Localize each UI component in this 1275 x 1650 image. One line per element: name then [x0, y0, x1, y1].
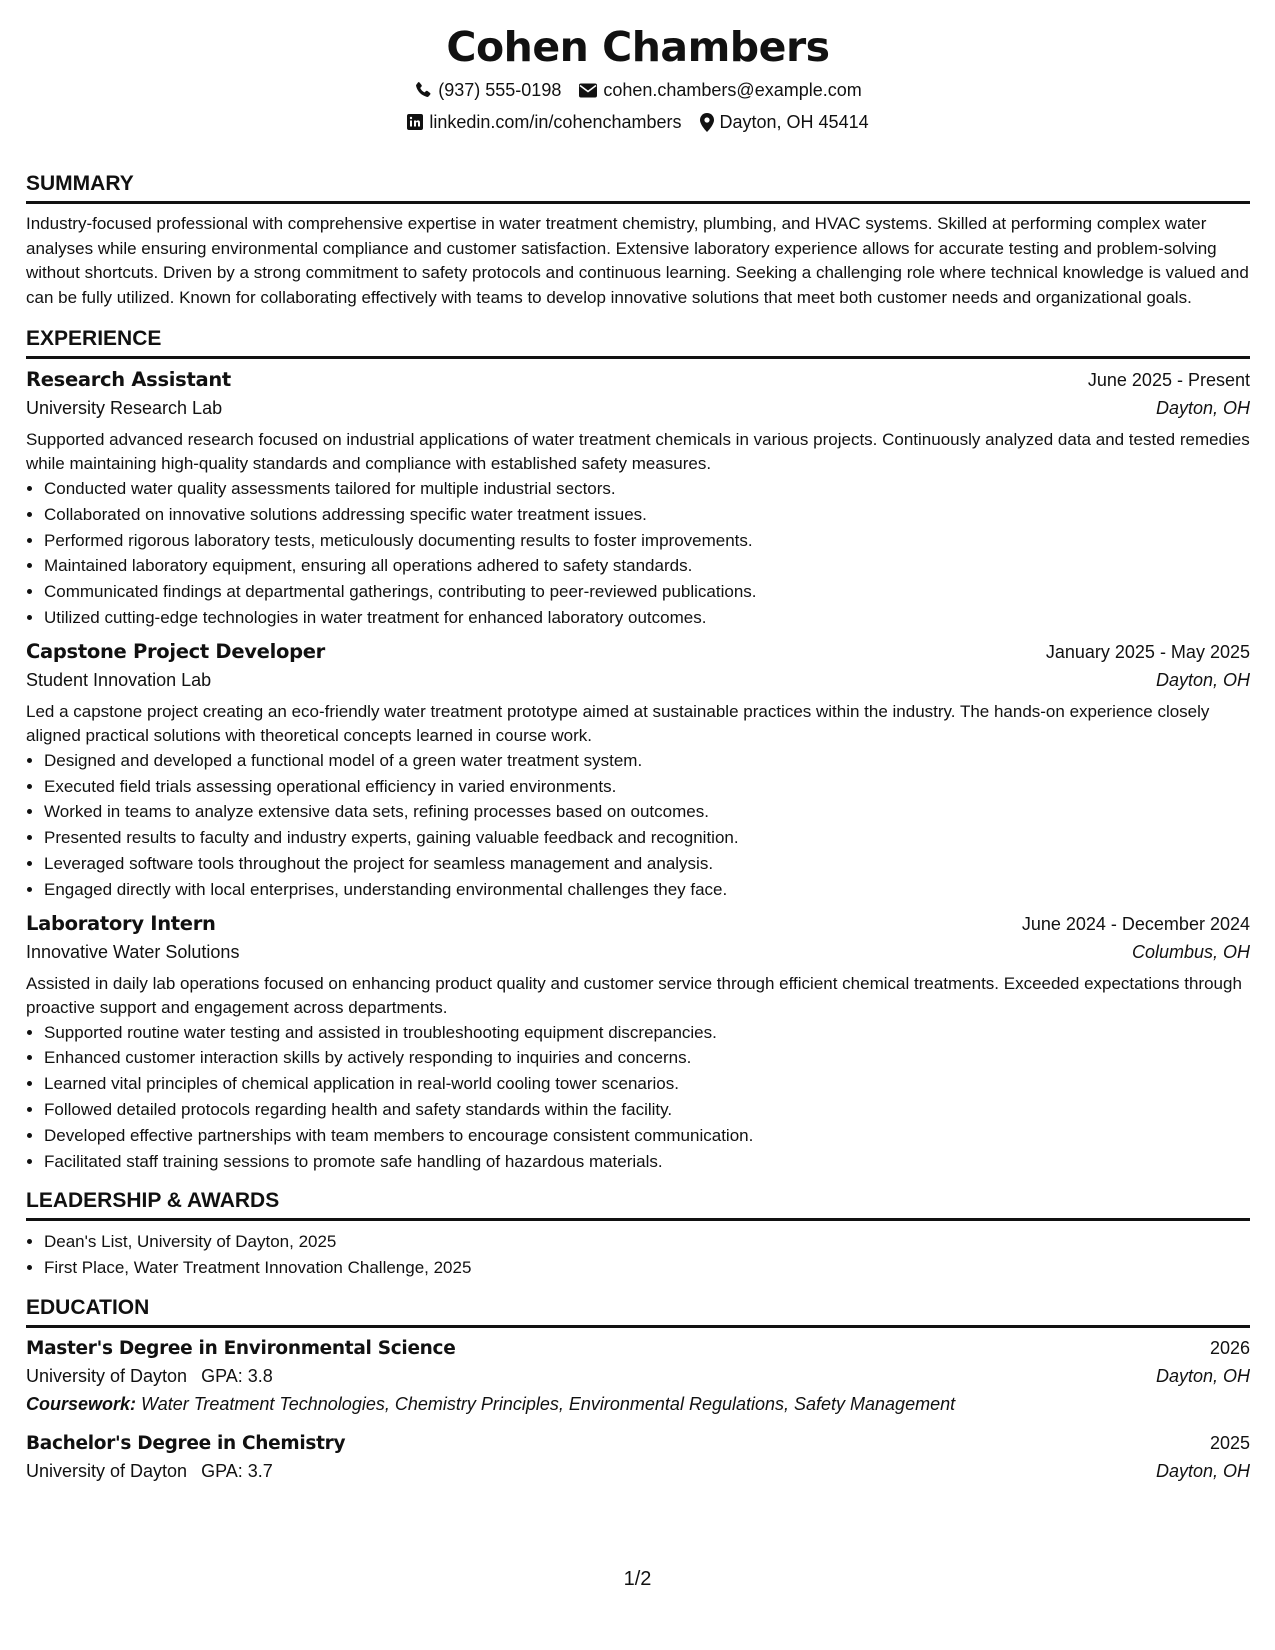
- list-item: • Presented results to faculty and industry experts, gaining valuable feedback and recognition.: [44, 825, 1250, 851]
- linkedin-link[interactable]: linkedin.com/in/cohenchambers: [429, 112, 682, 132]
- list-item: • Facilitated staff training sessions to promote safe handling of hazardous materials.: [44, 1149, 1250, 1175]
- page-number: 1/2: [623, 1568, 652, 1590]
- job-bullets: [26, 476, 1250, 631]
- summary-text: Industry-focused professional with comprehensive expertise in water treatment chemistry, plumbing, and HVAC systems. Skilled at performing complex water analyses while ensuring environmental compliance and customer satisfaction. Extensive laboratory experience allows for accurate testing and problem-solving without shortcuts. Driven by a strong commitment to safety protocols and continuous learning. Seeking a challenging role where technical knowledge is valued and can be fully utilized. Known for collaborating effectively with teams to develop innovative solutions that meet both customer needs and organizational goals.: [26, 214, 1249, 307]
- experience-heading: EXPERIENCE: [26, 326, 1250, 359]
- list-item: • Collaborated on innovative solutions addressing specific water treatment issues.: [44, 502, 1250, 528]
- map-pin-icon: [700, 113, 714, 132]
- degree-title: Master's Degree in Environmental Science: [26, 1337, 456, 1359]
- list-item: • Worked in teams to analyze extensive data sets, refining processes based on outcomes.: [44, 799, 1250, 825]
- contact-location: [700, 106, 869, 138]
- list-item: • Performed rigorous laboratory tests, meticulously documenting results to foster improvements.: [44, 528, 1250, 554]
- leadership-heading: LEADERSHIP & AWARDS: [26, 1188, 1250, 1221]
- job-title: Capstone Project Developer: [26, 639, 325, 663]
- email-link[interactable]: cohen.chambers@example.com: [603, 80, 862, 100]
- job-description: Assisted in daily lab operations focused on enhancing product quality and customer service through efficient chemical treatments. Exceeded expectations through proactive support and engagement across departments.: [26, 973, 1242, 1017]
- degree-year: 2025: [1209, 1432, 1250, 1453]
- list-item: • Supported routine water testing and assisted in troubleshooting equipment discrepancies.: [44, 1020, 1250, 1046]
- school-location: Dayton, OH: [1155, 1460, 1250, 1481]
- awards-list: [26, 1229, 1250, 1281]
- list-item: • Followed detailed protocols regarding health and safety standards within the facility.: [44, 1097, 1250, 1123]
- coursework: [26, 1394, 1250, 1415]
- job-title: Laboratory Intern: [26, 911, 216, 935]
- job-organization: Innovative Water Solutions: [26, 941, 240, 962]
- job-bullets: [26, 748, 1250, 903]
- linkedin-icon: [407, 114, 423, 130]
- list-item: • Maintained laboratory equipment, ensuring all operations adhered to safety standards.: [44, 553, 1250, 579]
- education-entry: [26, 1338, 1250, 1415]
- resume-page: [26, 20, 1250, 1482]
- job-dates: June 2025 - Present: [1087, 370, 1250, 390]
- summary-section: [26, 171, 1250, 310]
- job-organization: Student Innovation Lab: [26, 669, 212, 690]
- gpa: GPA: 3.7: [201, 1460, 273, 1481]
- list-item: • Engaged directly with local enterprises, understanding environmental challenges they face.: [44, 877, 1250, 903]
- list-item: • First Place, Water Treatment Innovation Challenge, 2025: [44, 1255, 1250, 1281]
- list-item: • Enhanced customer interaction skills by actively responding to inquiries and concerns.: [44, 1045, 1250, 1071]
- job-organization: University Research Lab: [26, 398, 223, 418]
- list-item: • Conducted water quality assessments tailored for multiple industrial sectors.: [44, 476, 1250, 502]
- degree-year: 2026: [1209, 1337, 1250, 1358]
- job-entry: [26, 368, 1250, 631]
- list-item: • Leveraged software tools throughout the project for seamless management and analysis.: [44, 851, 1250, 877]
- education-entry: [26, 1433, 1250, 1482]
- candidate-name: Cohen Chambers: [446, 23, 830, 71]
- list-item: • Dean's List, University of Dayton, 2025: [44, 1229, 1250, 1255]
- contact-email[interactable]: [579, 74, 861, 106]
- leadership-section: [26, 1188, 1250, 1281]
- education-heading: EDUCATION: [26, 1295, 1250, 1328]
- contact-row-1: [26, 74, 1250, 106]
- list-item: • Utilized cutting-edge technologies in water treatment for enhanced laboratory outcomes.: [44, 605, 1250, 631]
- experience-section: [26, 326, 1250, 1174]
- job-location: Columbus, OH: [1131, 941, 1250, 962]
- list-item: • Designed and developed a functional model of a green water treatment system.: [44, 748, 1250, 774]
- job-location: Dayton, OH: [1155, 398, 1250, 418]
- list-item: • Executed field trials assessing operational efficiency in varied environments.: [44, 774, 1250, 800]
- job-description: Led a capstone project creating an eco-friendly water treatment prototype aimed at sustainable practices within the industry. The hands-on experience closely aligned practical solutions with theoretical concepts learned in course work.: [26, 701, 1210, 745]
- job-entry: [26, 640, 1250, 903]
- coursework-list: Water Treatment Technologies, Chemistry Principles, Environmental Regulations, Safety Management: [141, 1393, 956, 1414]
- education-section: [26, 1295, 1250, 1482]
- phone-text: (937) 555-0198: [438, 80, 562, 100]
- contact-row-2: [26, 106, 1250, 138]
- school-name: University of Dayton: [26, 1460, 188, 1481]
- contact-phone: [414, 74, 561, 106]
- job-title: Research Assistant: [26, 368, 231, 391]
- gpa: GPA: 3.8: [201, 1365, 273, 1386]
- location-text: Dayton, OH 45414: [719, 112, 869, 132]
- school-location: Dayton, OH: [1155, 1365, 1250, 1386]
- job-bullets: [26, 1020, 1250, 1175]
- job-dates: June 2024 - December 2024: [1021, 913, 1250, 934]
- list-item: • Communicated findings at departmental gatherings, contributing to peer-reviewed publications.: [44, 579, 1250, 605]
- phone-icon: [414, 81, 432, 99]
- job-entry: [26, 912, 1250, 1175]
- degree-title: Bachelor's Degree in Chemistry: [26, 1432, 346, 1454]
- list-item: • Developed effective partnerships with team members to encourage consistent communication.: [44, 1123, 1250, 1149]
- envelope-icon: [579, 83, 597, 98]
- job-dates: January 2025 - May 2025: [1045, 641, 1250, 662]
- list-item: • Learned vital principles of chemical application in real-world cooling tower scenarios.: [44, 1071, 1250, 1097]
- summary-heading: SUMMARY: [26, 171, 1250, 204]
- job-description: Supported advanced research focused on industrial applications of water treatment chemicals in various projects. Continuously analyzed data and tested remedies while maintaining high-quality standards and compliance with established safety measures.: [26, 430, 1250, 473]
- job-location: Dayton, OH: [1155, 669, 1250, 690]
- school-name: University of Dayton: [26, 1365, 188, 1386]
- contact-linkedin[interactable]: [407, 106, 681, 138]
- coursework-label: Coursework:: [26, 1393, 137, 1414]
